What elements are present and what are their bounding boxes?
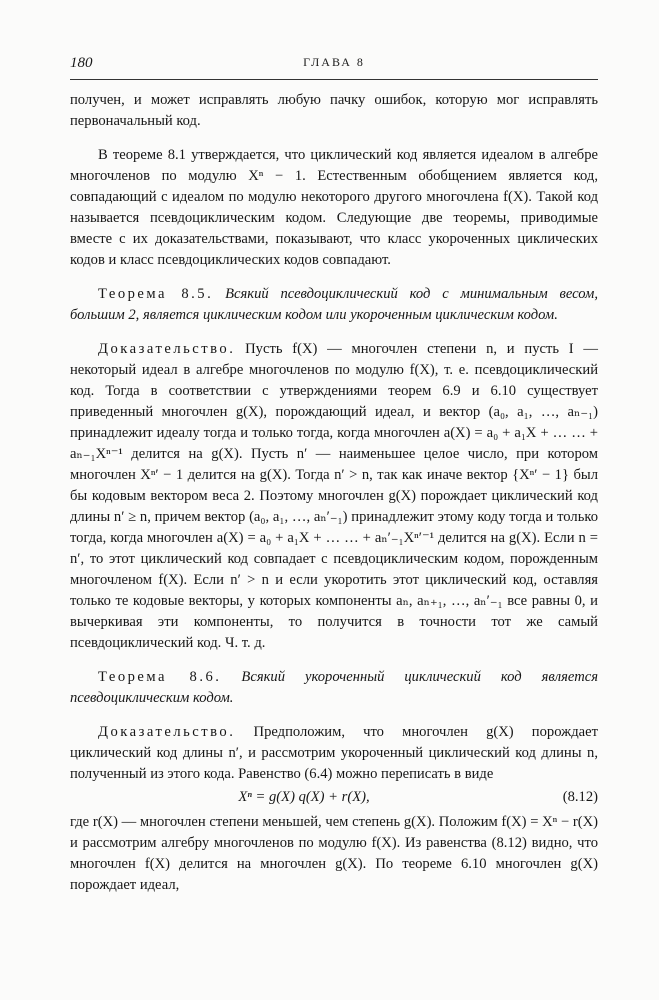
theorem-8-5-heading: Теорема 8.5. <box>98 286 214 302</box>
proof-8-6-heading: Доказательство. <box>98 724 236 740</box>
theorem-8-6-statement: Всякий укороченный циклический код является псевдоциклическим кодом. <box>70 669 598 706</box>
running-head: ГЛАВА 8 <box>303 55 365 69</box>
page-number: 180 <box>70 55 93 71</box>
paragraph-intro: В теореме 8.1 утверждается, что циклический код является идеалом в алгебре многочленов по модулю Xⁿ − 1. Естественным обобщением является код, совпадающий с идеалом по модулю некоторого другого многочлена f(X). Такой код называется псевдоциклическим кодом. Следующие две теоремы, приводимые вместе с их доказательствами, показывают, что класс укороченных циклических кодов и класс псевдоциклических кодов совпадают. <box>70 147 598 268</box>
theorem-8-5 <box>70 284 598 326</box>
paragraph-final: где r(X) — многочлен степени меньшей, чем степень g(X). Положим f(X) = Xⁿ − r(X) и рассмотрим алгебру многочленов по модулю f(X). Из равенства (8.12) видно, что многочлен f(X) делится на многочлен g(X). По теореме 6.10 многочлен g(X) порождает идеал, <box>70 814 598 893</box>
proof-8-5-body: Пусть f(X) — многочлен степени n, и пусть I — некоторый идеал в алгебре многочленов по модулю f(X), т. е. псевдоциклический код. Тогда в соответствии с утверждениями теорем 6.9 и 6.10 существует приведенный многочлен g(X), порождающий идеал, и вектор (a₀, a₁, …, aₙ₋₁) принадлежит идеалу тогда и только тогда, когда многочлен a(X) = a₀ + a₁X + … … + aₙ₋₁Xⁿ⁻¹ делится на g(X). Пусть n′ — наименьшее целое число, при котором многочлен Xⁿ′ − 1 делится на g(X). Тогда n′ > n, так как иначе вектор {Xⁿ′ − 1} был бы кодовым вектором веса 2. Поэтому многочлен g(X) порождает циклический код длины n′ ≥ n, причем вектор (a₀, a₁, …, aₙ′₋₁) принадлежит этому коду тогда и только тогда, когда многочлен a(X) = a₀ + a₁X + … … + aₙ′₋₁Xⁿ′⁻¹ делится на g(X). Если n = n′, то этот циклический код совпадает с псевдоциклическим кодом, порожденным многочленом f(X). Если n′ > n и если укоротить этот циклический код, оставляя только те кодовые векторы, у которых компоненты aₙ, aₙ₊₁, …, aₙ′₋₁ все равны 0, и вычеркивая эти компоненты, то получится в точности тот же самый псевдоциклический код. Ч. т. д. <box>70 341 598 651</box>
theorem-8-5-statement: Всякий псевдоциклический код с минимальным весом, большим 2, является циклическим кодом или укороченным циклическим кодом. <box>70 286 598 323</box>
theorem-8-6-heading: Теорема 8.6. <box>98 669 222 685</box>
proof-8-6-body: Предположим, что многочлен g(X) порождает циклический код длины n′, и рассмотрим укороченный циклический код длины n, полученный из этого кода. Равенство (6.4) можно переписать в виде <box>70 724 598 782</box>
equation-8-12 <box>70 787 598 808</box>
theorem-8-6 <box>70 667 598 709</box>
equation-number: (8.12) <box>562 789 598 805</box>
body-text <box>70 90 598 909</box>
page-header <box>70 55 598 75</box>
header-rule <box>70 79 598 80</box>
paragraph-continued: получен, и может исправлять любую пачку ошибок, которую мог исправлять первоначальный код. <box>70 92 598 129</box>
proof-8-5-heading: Доказательство. <box>98 341 236 357</box>
proof-8-6 <box>70 722 598 785</box>
equation-body: Xⁿ = g(X) q(X) + r(X), <box>238 789 370 805</box>
proof-8-5 <box>70 339 598 654</box>
